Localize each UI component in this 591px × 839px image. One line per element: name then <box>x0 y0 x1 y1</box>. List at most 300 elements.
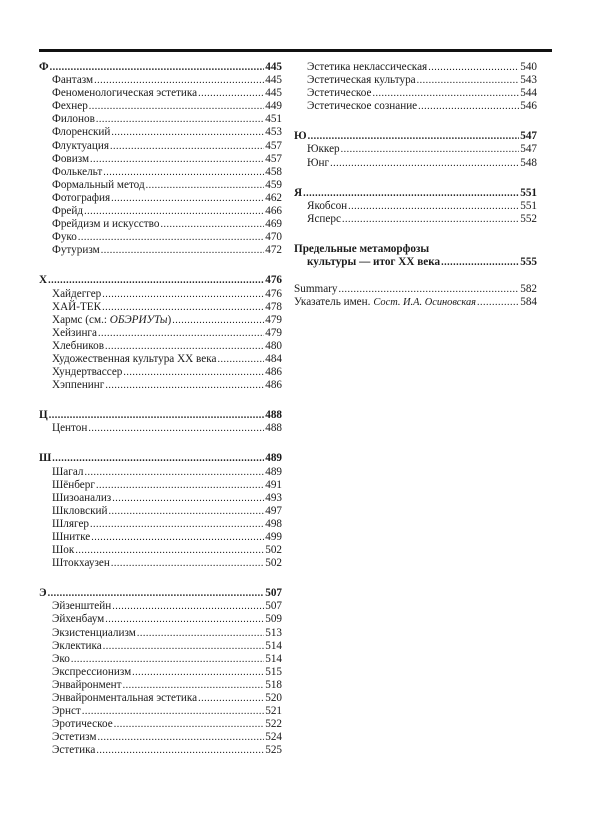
page-number: 514 <box>265 639 282 652</box>
entry-title-text: Центон <box>52 422 88 435</box>
page-number: 445 <box>265 61 282 73</box>
toc-entry[interactable] <box>39 466 282 479</box>
page-number: 507 <box>265 600 282 613</box>
toc-entry[interactable] <box>39 327 282 340</box>
toc-entry[interactable] <box>39 744 282 757</box>
dot-leader <box>89 100 264 113</box>
entry-title-text: Юккер <box>307 143 340 156</box>
dot-leader <box>105 613 264 626</box>
toc-entry[interactable] <box>39 205 282 218</box>
toc-entry[interactable] <box>294 143 537 156</box>
section-letter: Ш <box>39 452 52 465</box>
page-number: 543 <box>520 74 537 87</box>
entry-title <box>52 627 136 640</box>
dot-leader <box>105 379 264 392</box>
entry-title-text: Шнитке <box>52 531 91 543</box>
toc-entry[interactable] <box>294 74 537 87</box>
dot-leader <box>339 283 520 296</box>
entry-title <box>52 653 70 666</box>
dot-leader <box>103 166 264 179</box>
page-number: 486 <box>265 379 282 392</box>
toc-entry[interactable] <box>39 140 282 153</box>
section-heading[interactable] <box>39 61 282 74</box>
entry-title-text: Фолькельт <box>52 165 103 178</box>
toc-entry[interactable] <box>39 126 282 139</box>
entry-title <box>52 218 159 231</box>
dot-leader <box>348 200 519 213</box>
toc-entry[interactable] <box>39 74 282 87</box>
page-number: 552 <box>520 212 537 225</box>
page-number: 546 <box>520 100 537 113</box>
page-number: 497 <box>265 504 282 517</box>
entry-title-text: Шёнберг <box>52 478 95 491</box>
back-matter-entry[interactable] <box>294 296 537 309</box>
entry-title <box>52 492 111 505</box>
back-matter <box>294 283 537 309</box>
toc-section <box>39 587 282 757</box>
entry-title <box>52 422 87 435</box>
entry-title-text: Фрейд <box>52 205 84 218</box>
toc-entry[interactable] <box>39 518 282 531</box>
toc-entry[interactable] <box>39 640 282 653</box>
page-number: 449 <box>265 100 282 113</box>
dot-leader <box>102 301 264 314</box>
toc-entry[interactable] <box>39 627 282 640</box>
entry-title <box>52 666 131 679</box>
section-letter: Э <box>39 587 47 600</box>
dot-leader <box>198 87 264 100</box>
dot-leader <box>217 353 264 366</box>
dot-leader <box>441 256 519 269</box>
section-heading[interactable] <box>39 452 282 465</box>
page-number: 547 <box>520 143 537 156</box>
entry-title-text: Хайдеггер <box>52 287 102 300</box>
entry-title <box>52 692 197 705</box>
entry-title <box>52 744 95 757</box>
back-matter-entry[interactable] <box>294 283 537 296</box>
dot-leader <box>111 192 264 205</box>
page-number: 493 <box>265 491 282 504</box>
page-number: 491 <box>265 478 282 491</box>
dot-leader <box>110 140 264 153</box>
entry-title-text: Эстетическое <box>307 87 372 100</box>
entry-title <box>52 244 100 257</box>
entry-title-text: Фуко <box>52 231 77 244</box>
entry-title-text: Эстетизм <box>52 731 97 744</box>
toc-entry[interactable] <box>39 379 282 392</box>
page-number: 502 <box>265 557 282 570</box>
epilogue-entry[interactable] <box>294 243 537 269</box>
page-number: 480 <box>265 339 282 352</box>
entry-title <box>52 613 104 626</box>
compiler-credit: Сост. И.А. Осиновская <box>373 297 476 309</box>
entry-title-text: Хундертвассер <box>52 366 123 379</box>
entry-title <box>52 140 109 153</box>
page-number: 479 <box>265 313 282 326</box>
toc-section <box>294 130 537 169</box>
entry-title <box>52 731 96 744</box>
page-number: 445 <box>265 74 282 87</box>
dot-leader <box>48 587 265 600</box>
entry-title-text: Фовизм <box>52 152 90 165</box>
section-heading[interactable] <box>39 274 282 287</box>
entry-title-text: Эротическое <box>52 718 113 731</box>
toc-section-continued <box>294 61 537 113</box>
entry-title <box>52 179 145 192</box>
page-number: 525 <box>265 744 282 757</box>
entry-title-text: Флоренский <box>52 126 111 139</box>
page-number: 499 <box>265 531 282 543</box>
page-number: 544 <box>520 87 537 100</box>
toc-entry[interactable] <box>39 422 282 435</box>
entry-title-text: Фрейдизм и искусство <box>52 218 160 231</box>
section-heading[interactable] <box>294 187 537 200</box>
toc-section <box>39 274 282 392</box>
entry-title <box>52 231 77 244</box>
toc-entry[interactable] <box>39 731 282 744</box>
entry-title-end: ) <box>167 313 172 326</box>
dot-leader <box>146 179 265 192</box>
dot-leader <box>112 492 264 505</box>
page-number: 514 <box>265 652 282 665</box>
dot-leader <box>112 600 264 613</box>
entry-title-text: Эрнст <box>52 705 81 718</box>
entry-title <box>52 327 97 340</box>
entry-title <box>307 61 427 74</box>
dot-leader <box>111 126 264 139</box>
dot-leader <box>428 61 519 74</box>
toc-entry[interactable] <box>294 200 537 213</box>
entry-title-text: Шагал <box>52 465 84 478</box>
entry-title-text: Summary <box>294 283 338 296</box>
toc-entry[interactable] <box>294 157 537 170</box>
entry-title <box>52 679 122 692</box>
dot-leader <box>114 718 265 731</box>
entry-title-text: Фотография <box>52 191 111 204</box>
entry-title <box>52 531 90 544</box>
entry-title <box>52 314 171 327</box>
entry-title-text: Хэппенинг <box>52 379 105 392</box>
entry-title <box>52 379 104 392</box>
page-number: 457 <box>265 152 282 165</box>
page-number: 458 <box>265 165 282 178</box>
entry-title <box>52 113 95 126</box>
toc-entry[interactable] <box>294 87 537 100</box>
toc-entry[interactable] <box>39 192 282 205</box>
page-number: 466 <box>265 205 282 218</box>
dot-leader <box>90 153 264 166</box>
toc-entry[interactable] <box>39 113 282 126</box>
dot-leader <box>160 218 264 231</box>
page-number: 584 <box>520 296 537 309</box>
toc-entry[interactable] <box>39 600 282 613</box>
toc-section <box>294 187 537 226</box>
dot-leader <box>342 213 519 226</box>
page-number: 476 <box>265 287 282 300</box>
entry-title-text: Футуризм <box>52 244 100 257</box>
dot-leader <box>50 61 265 74</box>
entry-title-text: Юнг <box>307 156 330 169</box>
entry-title <box>52 340 104 353</box>
toc-entry[interactable] <box>39 544 282 557</box>
toc-entry[interactable] <box>39 340 282 353</box>
toc-entry[interactable] <box>39 100 282 113</box>
entry-title-text: Эклектика <box>52 639 102 652</box>
entry-title-text: Феноменологическая эстетика <box>52 87 198 100</box>
entry-title <box>52 126 110 139</box>
page-number: 555 <box>520 256 537 269</box>
dot-leader <box>109 505 265 518</box>
entry-title <box>52 544 74 557</box>
entry-title-text: Эстетика неклассическая <box>307 61 428 73</box>
page-number: 489 <box>265 465 282 478</box>
toc-entry[interactable] <box>39 613 282 626</box>
toc-right-column <box>294 61 537 326</box>
toc-entry[interactable] <box>39 353 282 366</box>
entry-title-text: Шок <box>52 544 75 557</box>
entry-title <box>52 557 110 570</box>
entry-title-text: Формальный метод <box>52 178 145 191</box>
toc-entry[interactable] <box>39 666 282 679</box>
toc-entry[interactable] <box>39 653 282 666</box>
entry-title <box>294 283 338 296</box>
toc-entry[interactable] <box>39 479 282 492</box>
dot-leader <box>75 544 264 557</box>
dot-leader <box>123 679 265 692</box>
dot-leader <box>96 479 264 492</box>
page-number: 478 <box>265 300 282 313</box>
entry-title <box>52 205 83 218</box>
entry-title <box>307 213 341 226</box>
entry-title <box>52 87 197 100</box>
toc-entry[interactable] <box>294 61 537 74</box>
entry-title-text: Эстетика <box>52 744 96 757</box>
epilogue-title-line2 <box>294 256 537 269</box>
page-number: 459 <box>265 178 282 191</box>
toc-entry[interactable] <box>39 705 282 718</box>
dot-leader <box>96 113 264 126</box>
entry-title-text: Штокхаузен <box>52 557 110 570</box>
entry-title-text: Якобсон <box>307 199 348 212</box>
entry-title <box>52 479 95 492</box>
page-number: 476 <box>265 274 282 287</box>
entry-title-text: Эко <box>52 652 70 665</box>
dot-leader <box>85 466 265 479</box>
entry-title-italic: ОБЭРИУТы <box>109 313 168 326</box>
toc-entry[interactable] <box>39 692 282 705</box>
section-letter: Х <box>39 274 48 287</box>
page-number: 479 <box>265 326 282 339</box>
dot-leader <box>198 692 264 705</box>
dot-leader <box>49 409 265 422</box>
page-number: 551 <box>520 186 537 199</box>
entry-title-text: Экспрессионизм <box>52 665 132 678</box>
section-letter: Ю <box>294 130 307 143</box>
dot-leader <box>96 744 264 757</box>
dot-leader <box>137 627 264 640</box>
page-number: 470 <box>265 231 282 244</box>
toc-section <box>39 61 282 257</box>
entry-title-text: Филонов <box>52 113 95 126</box>
entry-title-text: Хлебников <box>52 339 105 352</box>
section-letter: Ц <box>39 409 48 422</box>
dot-leader <box>132 666 264 679</box>
entry-title-text: Эстетическое сознание <box>307 100 418 113</box>
entry-title <box>294 296 476 309</box>
dot-leader <box>94 74 264 87</box>
page-number: 453 <box>265 126 282 139</box>
dot-leader <box>102 288 264 301</box>
entry-title <box>307 157 329 170</box>
dot-leader <box>71 653 264 666</box>
dot-leader <box>90 518 264 531</box>
toc-entry[interactable] <box>39 679 282 692</box>
entry-title <box>52 100 88 113</box>
entry-title-text: ХАЙ-ТЕК <box>52 300 102 313</box>
toc-entry[interactable] <box>294 213 537 226</box>
toc-entry[interactable] <box>39 166 282 179</box>
entry-title-text: Энвайронментальная эстетика <box>52 692 198 705</box>
dot-leader <box>172 314 264 327</box>
entry-title-text: Художественная культура XX века <box>52 352 217 365</box>
page-number: 457 <box>265 139 282 152</box>
dot-leader <box>84 205 264 218</box>
dot-leader <box>98 327 264 340</box>
entry-title-text: Хейзинга <box>52 326 97 339</box>
dot-leader <box>91 531 264 544</box>
page-number: 522 <box>265 718 282 731</box>
dot-leader <box>78 231 264 244</box>
dot-leader <box>103 640 264 653</box>
page-number: 547 <box>520 130 537 143</box>
entry-title-text: Флуктуация <box>52 139 110 152</box>
entry-title <box>52 640 102 653</box>
dot-leader <box>123 366 264 379</box>
entry-title-text: Указатель имен. <box>294 296 371 309</box>
page-number: 582 <box>520 283 537 296</box>
dot-leader <box>88 422 264 435</box>
dot-leader <box>105 340 264 353</box>
entry-title <box>52 166 102 179</box>
entry-title <box>307 87 371 100</box>
dot-leader <box>303 187 519 200</box>
toc-entry[interactable] <box>39 231 282 244</box>
entry-title-text: Экзистенциализм <box>52 626 136 639</box>
toc-entry[interactable] <box>39 314 282 327</box>
page-number: 469 <box>265 218 282 231</box>
entry-title <box>52 518 89 531</box>
page-number: 507 <box>265 587 282 600</box>
entry-title <box>52 74 93 87</box>
page-number: 462 <box>265 191 282 204</box>
entry-title <box>307 143 340 156</box>
toc-entry[interactable] <box>39 366 282 379</box>
entry-title-text: Фантазм <box>52 74 94 87</box>
epilogue-title-text: культуры — итог XX века <box>307 256 441 269</box>
entry-title-text: Эйхенбаум <box>52 613 105 626</box>
toc-entry[interactable] <box>39 301 282 314</box>
toc-entry[interactable] <box>39 218 282 231</box>
toc-entry[interactable] <box>39 505 282 518</box>
dot-leader <box>308 130 520 143</box>
entry-title <box>52 301 101 314</box>
toc-entry[interactable] <box>39 492 282 505</box>
page-number: 520 <box>265 692 282 705</box>
dot-leader <box>101 244 265 257</box>
top-rule <box>39 49 552 52</box>
page-number: 451 <box>265 113 282 126</box>
page-number: 489 <box>265 452 282 465</box>
section-letter: Я <box>294 186 303 199</box>
entry-title <box>52 192 110 205</box>
page-number: 521 <box>265 705 282 718</box>
toc-entry[interactable] <box>39 557 282 570</box>
entry-title-text: Энвайронмент <box>52 678 122 691</box>
toc-entry[interactable] <box>39 87 282 100</box>
page-number: 513 <box>265 626 282 639</box>
page-number: 515 <box>265 665 282 678</box>
section-letter: Ф <box>39 61 49 73</box>
dot-leader <box>477 296 519 309</box>
toc-left-column <box>39 61 282 775</box>
page-number: 486 <box>265 366 282 379</box>
page-number: 548 <box>520 156 537 169</box>
page-number: 488 <box>265 409 282 422</box>
dot-leader <box>48 274 264 287</box>
entry-title <box>307 200 347 213</box>
toc-section <box>39 452 282 570</box>
toc-section <box>39 409 282 435</box>
dot-leader <box>97 731 264 744</box>
dot-leader <box>111 557 264 570</box>
epilogue-title-line1: Предельные метаморфозы <box>294 242 430 255</box>
page-number: 488 <box>265 422 282 435</box>
toc-entry[interactable] <box>39 244 282 257</box>
toc-entry[interactable] <box>39 531 282 544</box>
entry-title <box>52 600 111 613</box>
entry-title-text: Шкловский <box>52 504 108 517</box>
page-number: 551 <box>520 199 537 212</box>
dot-leader <box>52 452 264 465</box>
page-number: 498 <box>265 517 282 530</box>
section-heading[interactable] <box>294 130 537 143</box>
entry-title <box>52 466 84 479</box>
entry-title <box>52 718 113 731</box>
section-heading[interactable] <box>39 587 282 600</box>
toc-entry[interactable] <box>39 718 282 731</box>
dot-leader <box>82 705 264 718</box>
page-number: 472 <box>265 244 282 257</box>
toc-entry[interactable] <box>39 288 282 301</box>
entry-title-text: Эйзенштейн <box>52 600 112 613</box>
dot-leader <box>330 157 519 170</box>
entry-title-text: Шлягер <box>52 517 90 530</box>
toc-entry[interactable] <box>39 179 282 192</box>
entry-title-text: Фехнер <box>52 100 88 113</box>
dot-leader <box>341 143 520 156</box>
page-number: 540 <box>520 61 537 73</box>
toc-entry[interactable] <box>294 100 537 113</box>
page-number: 484 <box>265 352 282 365</box>
entry-title-text: Хармс (см.: <box>52 313 110 326</box>
entry-title <box>52 705 81 718</box>
entry-title-text: Шизоанализ <box>52 491 112 504</box>
toc-entry[interactable] <box>39 153 282 166</box>
section-heading[interactable] <box>39 409 282 422</box>
page-number: 518 <box>265 678 282 691</box>
entry-title <box>52 288 101 301</box>
page-number: 509 <box>265 613 282 626</box>
